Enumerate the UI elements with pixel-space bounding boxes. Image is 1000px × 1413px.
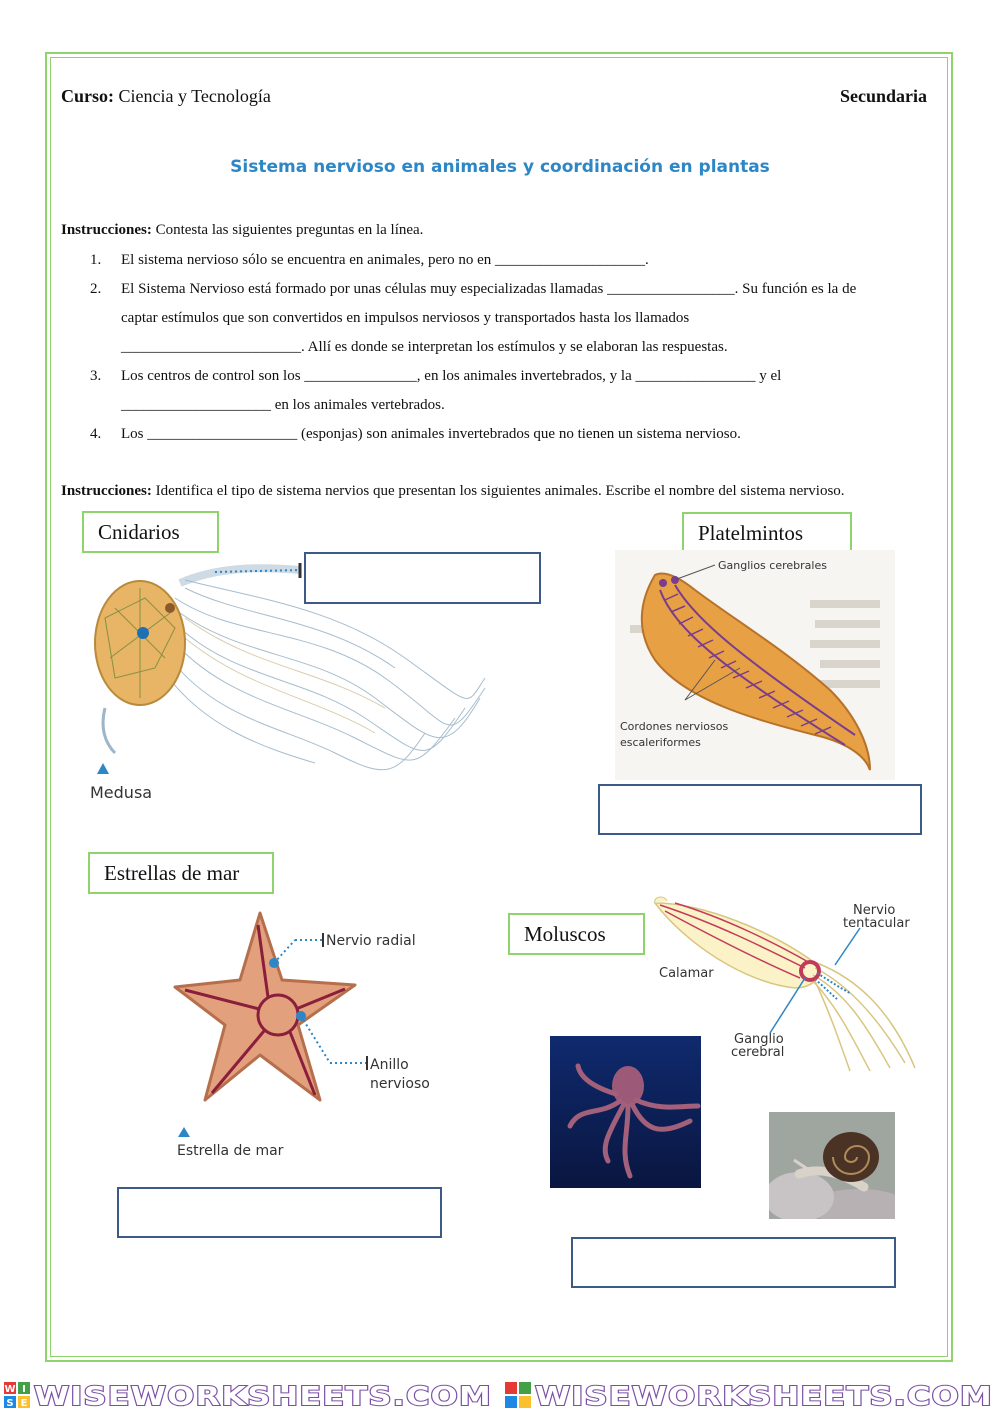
instructions-1 <box>61 222 423 239</box>
label-ganglios-cerebrales: Ganglios cerebrales <box>718 559 827 572</box>
label-platelmintos: Platelmintos <box>682 512 852 554</box>
logo-letter: S <box>6 1398 14 1409</box>
label-anillo-2: nervioso <box>370 1076 430 1092</box>
label-calamar: Calamar <box>659 966 714 981</box>
question-line[interactable]: ________________________. Allí es donde se interpretan los estímulos y se elaboran las respuestas. <box>121 339 728 355</box>
answer-box-estrellas[interactable] <box>117 1187 442 1238</box>
answer-box-moluscos[interactable] <box>571 1237 896 1288</box>
logo-letter: I <box>22 1384 26 1395</box>
label-cnidarios: Cnidarios <box>82 511 219 553</box>
course-value: Ciencia y Tecnología <box>118 86 271 106</box>
question-2 <box>90 275 940 362</box>
flatworm-diagram <box>615 550 895 780</box>
footer-watermark <box>0 1378 1000 1410</box>
label-nervio-radial: Nervio radial <box>326 933 416 949</box>
answer-box-platelmintos[interactable] <box>598 784 922 835</box>
logo-letter: E <box>20 1398 28 1409</box>
logo-letter: W <box>4 1384 16 1395</box>
label-anillo-1: Anillo <box>370 1057 409 1073</box>
question-line[interactable]: ____________________ en los animales vertebrados. <box>121 397 445 413</box>
instructions-1-text: Contesta las siguientes preguntas en la línea. <box>155 222 424 238</box>
snail-photo <box>769 1112 895 1219</box>
level-label: Secundaria <box>839 86 927 106</box>
question-line[interactable]: captar estímulos que son convertidos en impulsos nerviosos y transportados hasta los llamados <box>121 310 690 326</box>
watermark-text: WISEWORKSHEETS.COM <box>535 1382 993 1410</box>
course-label: Curso: <box>61 86 114 106</box>
worksheet-title: Sistema nervioso en animales y coordinación en plantas <box>230 157 770 177</box>
question-4 <box>90 420 940 449</box>
octopus-photo <box>550 1036 701 1188</box>
question-number: 1. <box>90 252 102 268</box>
label-moluscos: Moluscos <box>508 913 645 955</box>
question-line[interactable]: El sistema nervioso sólo se encuentra en animales, pero no en ____________________. <box>121 252 649 268</box>
question-number: 4. <box>90 426 102 442</box>
wiseworksheets-logo-icon <box>505 1382 531 1408</box>
question-line[interactable]: Los centros de control son los _______________, en los animales invertebrados, y la ________________ y el <box>121 368 782 384</box>
label-estrella-de-mar: Estrella de mar <box>177 1143 284 1159</box>
question-3 <box>90 362 940 420</box>
watermark-text: WISEWORKSHEETS.COM <box>34 1382 492 1410</box>
label-medusa: Medusa <box>90 783 153 802</box>
instructions-2-text: Identifica el tipo de sistema nervios que presentan los siguientes animales. Escribe el nombre del sistema nervioso. <box>155 483 845 499</box>
instructions-1-label: Instrucciones: <box>61 222 152 238</box>
label-ganglio-1: Ganglio <box>734 1032 784 1047</box>
question-line[interactable]: El Sistema Nervioso está formado por unas células muy especializadas llamadas _________________. Su función es la de <box>121 281 857 297</box>
instructions-2-label: Instrucciones: <box>61 483 152 499</box>
course-line <box>61 86 271 107</box>
label-nervio-tentacular-1: Nervio <box>853 903 896 918</box>
label-nervio-tentacular-2: tentacular <box>843 916 910 931</box>
question-number: 2. <box>90 281 102 297</box>
label-estrellas-de-mar: Estrellas de mar <box>88 852 274 894</box>
label-ganglio-2: cerebral <box>731 1045 785 1060</box>
jellyfish-diagram <box>85 558 490 808</box>
wiseworksheets-logo-icon <box>4 1382 30 1409</box>
instructions-2 <box>61 483 845 500</box>
starfish-diagram <box>170 905 440 1165</box>
question-1 <box>90 246 940 275</box>
label-cordones-2: escaleriformes <box>620 736 701 749</box>
label-cordones-1: Cordones nerviosos <box>620 720 729 733</box>
question-line[interactable]: Los ____________________ (esponjas) son animales invertebrados que no tienen un sistema nervioso. <box>121 426 741 442</box>
question-number: 3. <box>90 368 102 384</box>
